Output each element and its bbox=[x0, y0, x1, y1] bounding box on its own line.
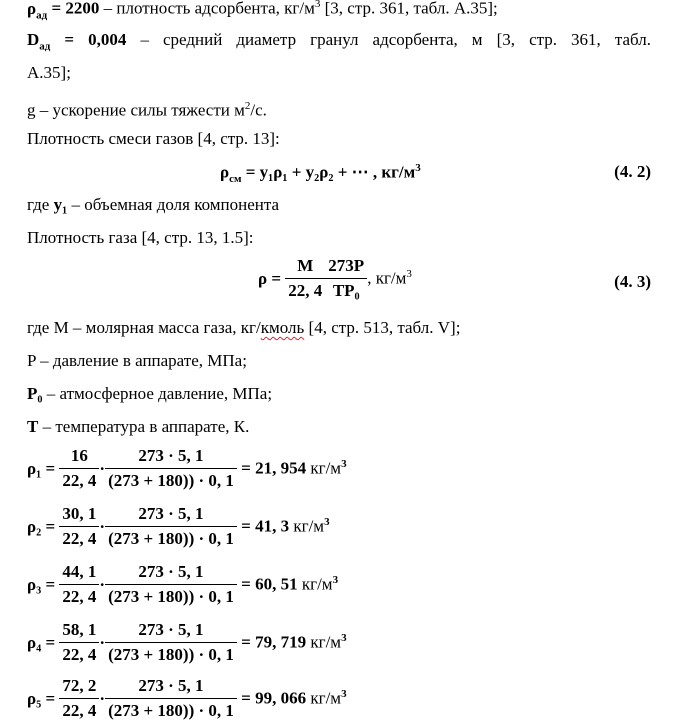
where-m-line: где М – молярная масса газа, кг/кмоль [4, стр. 513, табл. V]; bbox=[27, 318, 461, 337]
calc-rho-4: ρ₄ = $\frac{58, 1}{22, 4}$ · $\frac{273 \cdot 5, 1}{(273 + 180)) \cdot 0, 1}$ = 79, 719 $кг/м^3$ bbox=[27, 620, 347, 664]
d-ad-symbol: $D_{ад}$ bbox=[27, 30, 51, 53]
rho-ad-value: = 2200 bbox=[51, 0, 100, 18]
temperature-line: T – температура в аппарате, К. bbox=[27, 417, 250, 436]
calc-rho-2: ρ₂ = $\frac{30, 1}{22, 4}$ · $\frac{273 \cdot 5, 1}{(273 + 180)) \cdot 0, 1}$ = 41, 3 $кг/м^3$ bbox=[27, 504, 330, 548]
formula-4-3-frac1: $\frac{M}{22, 4}$ bbox=[285, 254, 325, 303]
gas-density-intro: Плотность газа [4, стр. 13, 1.5]: bbox=[27, 228, 254, 247]
pressure-p0-line: P₀ – атмосферное давление, МПа; bbox=[27, 384, 273, 403]
d-ad-text: – средний диаметр гранул адсорбента, м [3, стр. 361, табл. bbox=[126, 30, 651, 49]
calc-rho-1: ρ₁ = $\frac{16}{22, 4}$ · $\frac{273 \cdot 5, 1}{(273 + 180)) \cdot 0, 1}$ = 21, 954 $кг/м^3$ bbox=[27, 446, 347, 490]
where-y1-line: где y₁ – объемная доля компонента bbox=[27, 195, 280, 214]
formula-4-2: $\rho_{см} = y_1\rho_1 + y_2\rho_2$ + ⋯ , $кг/м^3$ bbox=[220, 162, 421, 186]
formula-4-2-number: (4. 2) bbox=[614, 162, 651, 181]
rho-ad-text: – плотность адсорбента, кг/м bbox=[99, 0, 315, 18]
calc-rho-3: ρ₃ = $\frac{44, 1}{22, 4}$ · $\frac{273 \cdot 5, 1}{(273 + 180)) \cdot 0, 1}$ = 60, 51 $кг/м^3$ bbox=[27, 562, 339, 606]
d-ad-value: = 0,004 bbox=[50, 30, 127, 49]
spellcheck-word: кмоль bbox=[260, 318, 305, 337]
diameter-line bbox=[27, 30, 651, 56]
rho-ad-ref: [3, стр. 361, табл. А.35]; bbox=[320, 0, 498, 18]
formula-4-3-frac2: $\frac{273P}{\text{TP₀}}$ bbox=[325, 254, 367, 303]
pressure-p-line: P – давление в аппарате, МПа; bbox=[27, 351, 247, 370]
adsorbent-density-line bbox=[27, 0, 498, 25]
calc-rho-5: ρ₅ = $\frac{72, 2}{22, 4}$ · $\frac{273 \cdot 5, 1}{(273 + 180)) \cdot 0, 1}$ = 99, 066 $кг/м^3$ bbox=[27, 676, 347, 720]
rho-ad-sup: 3 bbox=[314, 0, 321, 10]
mix-density-intro: Плотность смеси газов [4, стр. 13]: bbox=[27, 129, 280, 148]
formula-4-3: ρ = $\frac{M}{22, 4}$ $\frac{273P}{\text{TP₀}}$ , $кг/м^3$ bbox=[258, 254, 412, 303]
gravity-line: g – ускорение силы тяжести $м^2/с$. bbox=[27, 100, 267, 120]
formula-4-3-number: (4. 3) bbox=[614, 272, 651, 291]
rho-ad-symbol: $\rho_{ад}$ bbox=[27, 0, 48, 22]
diameter-line-2: А.35]; bbox=[27, 63, 71, 82]
